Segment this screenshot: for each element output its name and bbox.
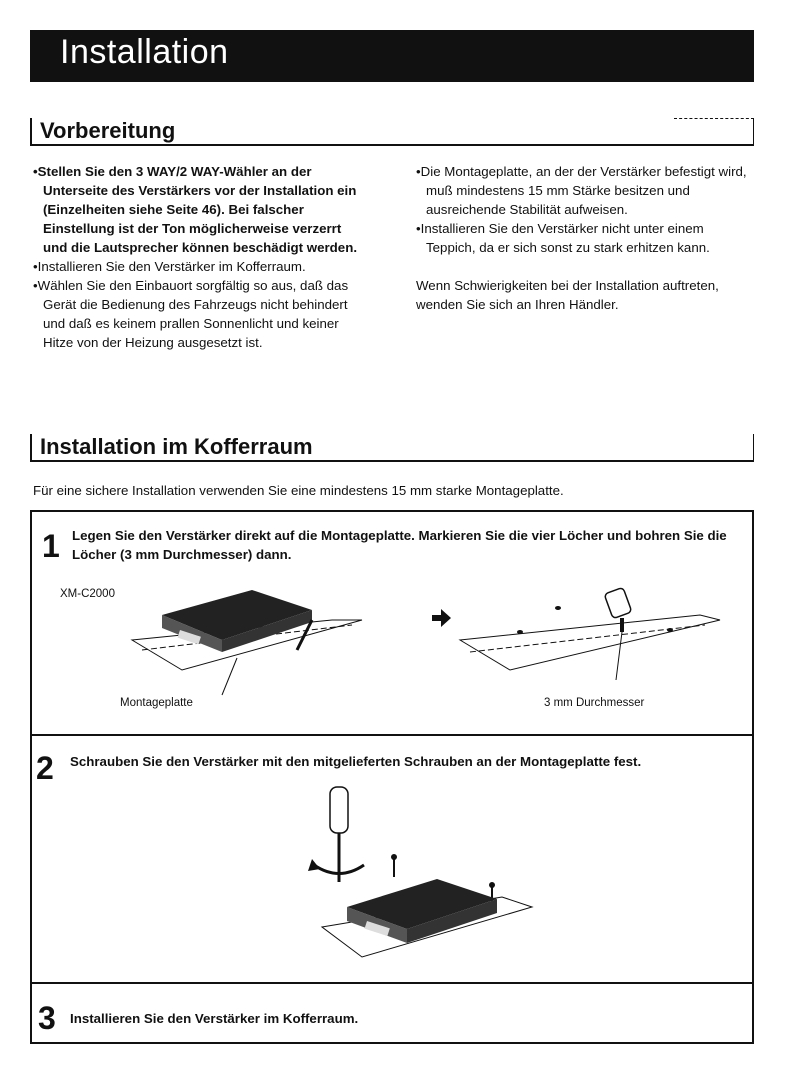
section-title-vorbereitung: Vorbereitung xyxy=(40,118,176,143)
page-banner xyxy=(30,30,754,82)
steps-box xyxy=(30,510,754,1044)
arrow-right-icon xyxy=(430,607,452,629)
preparation-left-column xyxy=(33,162,365,352)
preparation-bullet-plate: •Die Montageplatte, an der der Verstärker befestigt wird, muß mindestens 15 mm Stärke besitzen und ausreichende Stabilität aufweisen. xyxy=(416,164,747,217)
step-3-number: 3 xyxy=(38,1000,56,1036)
page-title: Installation xyxy=(60,33,229,71)
preparation-dealer-note: Wenn Schwierigkeiten bei der Installation auftreten, wenden Sie sich an Ihren Händler. xyxy=(416,278,719,312)
step-divider-2 xyxy=(32,982,752,984)
drill-plate-illustration xyxy=(450,570,730,700)
diameter-label: 3 mm Durchmesser xyxy=(544,697,645,709)
plate-label: Montageplatte xyxy=(120,697,193,709)
preparation-bullet-trunk: •Installieren Sie den Verstärker im Kofferraum. xyxy=(33,259,306,274)
preparation-bullet-carpet: •Installieren Sie den Verstärker nicht unter einem Teppich, da er sich sonst zu stark erhitzen kann. xyxy=(416,221,710,255)
preparation-bullet-location: •Wählen Sie den Einbauort sorgfältig so aus, daß das Gerät die Bedienung des Fahrzeugs nicht behindert und daß es keinem prallen Sonnenlicht und keiner Hitze von der Heizung ausgesetzt ist. xyxy=(33,278,349,350)
step-2-text: Schrauben Sie den Verstärker mit den mitgelieferten Schrauben an der Montageplatte fest. xyxy=(70,754,642,769)
preparation-right-column xyxy=(416,162,756,314)
section-header-kofferraum xyxy=(30,434,754,462)
step-2-number: 2 xyxy=(36,750,54,786)
model-label: XM-C2000 xyxy=(60,588,115,600)
step-divider-1 xyxy=(32,734,752,736)
step-1-number: 1 xyxy=(42,528,60,564)
amplifier-on-plate-illustration xyxy=(122,570,382,700)
step-1-text: Legen Sie den Verstärker direkt auf die Montageplatte. Markieren Sie die vier Löcher und bohren Sie die Löcher (3 mm Durchmesser) dann. xyxy=(72,528,727,562)
installation-intro: Für eine sichere Installation verwenden Sie eine mindestens 15 mm starke Montageplatte. xyxy=(33,483,564,498)
section-header-vorbereitung xyxy=(30,118,754,146)
preparation-bullet-switch: •Stellen Sie den 3 WAY/2 WAY-Wähler an der Unterseite des Verstärkers vor der Installation ein (Einzelheiten siehe Seite 46). Bei falscher Einstellung ist der Ton möglicherweise verzerrt und die Lautsprecher können beschädigt werden. xyxy=(33,164,358,255)
section-title-kofferraum: Installation im Kofferraum xyxy=(40,434,313,459)
screwing-illustration xyxy=(302,787,532,967)
step-3-text: Installieren Sie den Verstärker im Kofferraum. xyxy=(70,1011,359,1026)
